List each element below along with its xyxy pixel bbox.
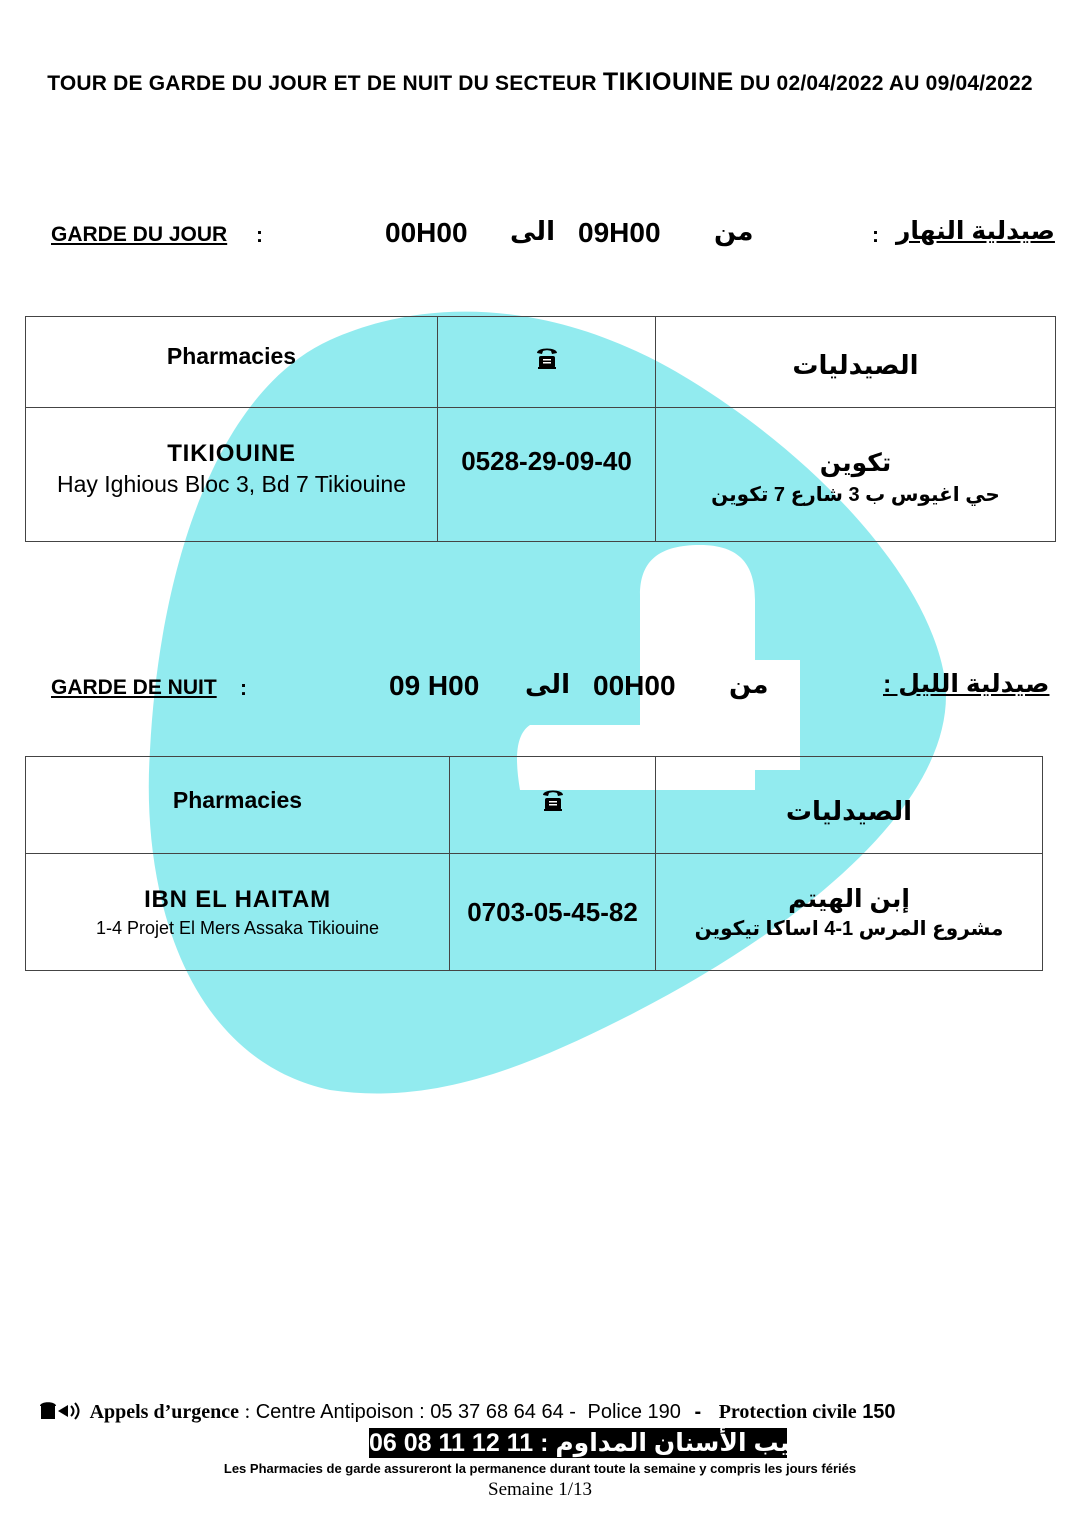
- pharmacy-address-fr: 1-4 Projet El Mers Assaka Tikiouine: [95, 918, 380, 938]
- telephone-icon: [535, 345, 559, 376]
- emergency-phone-icon: [40, 1401, 84, 1427]
- day-pharmacy-table: [25, 316, 1056, 542]
- pharmacy-address-ar: حي اغيوس ب 3 شارع 7 تكوين: [711, 484, 1000, 506]
- sector-name: TIKIOUINE: [602, 68, 734, 96]
- antipoison-number: Centre Antipoison : 05 37 68 64 64 -: [255, 1401, 576, 1423]
- dentist-on-duty-banner: طبيب الأسنان المداوم : 11 12 11 08 06: [369, 1429, 824, 1457]
- table-row: [26, 854, 1043, 971]
- civil-protection-label: Protection civile: [718, 1401, 857, 1423]
- civil-protection-number: 150: [862, 1401, 896, 1423]
- night-colon: :: [240, 677, 247, 700]
- day-colon: :: [256, 224, 263, 247]
- police-number: Police 190: [587, 1401, 681, 1423]
- day-label-ar: صيدلية النهار: [896, 217, 1055, 245]
- night-time-end: 09 H00: [389, 670, 480, 701]
- night-label-ar: صيدلية الليل :: [883, 670, 1050, 698]
- telephone-icon: [541, 787, 565, 818]
- night-pharmacy-table: [25, 756, 1043, 971]
- day-time-end: 00H00: [385, 217, 468, 248]
- pharmacy-address-ar: مشروع المرس 1-4 اساكا تيكوين: [694, 918, 1004, 940]
- day-to-ar: الى: [510, 216, 555, 246]
- emergency-separator: :: [244, 1401, 251, 1423]
- table-row: [26, 408, 1056, 542]
- pharmacy-name-ar: تكوين: [819, 449, 892, 477]
- col-header-fr: Pharmacies: [26, 317, 438, 408]
- day-from-ar: من: [714, 216, 754, 246]
- table-header-row: [26, 317, 1056, 408]
- night-to-ar: الى: [525, 669, 570, 699]
- pharmacy-name-fr: IBN EL HAITAM: [144, 886, 331, 913]
- col-header-phone: [450, 757, 656, 854]
- footer-dash: -: [694, 1401, 702, 1423]
- emergency-label: Appels d’urgence: [89, 1401, 240, 1423]
- page-title: [0, 68, 1080, 97]
- day-colon-ar: :: [872, 224, 879, 247]
- day-time-start: 09H00: [578, 217, 661, 248]
- col-header-ar: الصيدليات: [656, 317, 1056, 408]
- emergency-calls-line: [40, 1401, 1040, 1427]
- week-indicator: Semaine 1/13: [488, 1479, 592, 1500]
- col-header-ar: الصيدليات: [656, 757, 1043, 854]
- pharmacy-name-ar: إبن الهيتم: [788, 885, 910, 913]
- night-from-ar: من: [729, 669, 769, 699]
- col-header-fr: Pharmacies: [26, 757, 450, 854]
- pharmacy-phone: 0528-29-09-40: [461, 446, 632, 476]
- col-header-phone: [438, 317, 656, 408]
- night-label-fr: GARDE DE NUIT: [51, 676, 217, 699]
- night-time-start: 00H00: [593, 670, 676, 701]
- pharmacy-address-fr: Hay Ighious Bloc 3, Bd 7 Tikiouine: [56, 471, 407, 497]
- pharmacy-name-fr: TIKIOUINE: [167, 440, 296, 467]
- permanence-note: Les Pharmacies de garde assureront la permanence durant toute la semaine y compris les jours fériés: [223, 1461, 857, 1476]
- pharmacy-phone: 0703-05-45-82: [467, 896, 638, 927]
- title-suffix: DU 02/04/2022 AU 09/04/2022: [739, 72, 1033, 95]
- title-prefix: TOUR DE GARDE DU JOUR ET DE NUIT DU SECTEUR: [47, 72, 597, 95]
- table-header-row: [26, 757, 1043, 854]
- day-label-fr: GARDE DU JOUR: [51, 223, 228, 246]
